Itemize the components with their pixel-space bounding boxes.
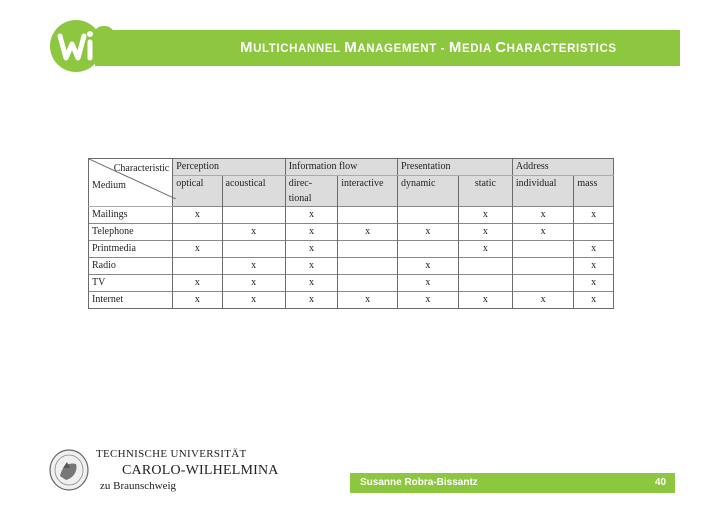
mark-cell: x bbox=[398, 258, 459, 275]
mark-cell: x bbox=[574, 258, 614, 275]
mark-cell: x bbox=[512, 207, 573, 224]
mark-cell: x bbox=[222, 275, 285, 292]
university-seal bbox=[48, 448, 90, 492]
medium-cell: TV bbox=[89, 275, 173, 292]
mark-cell: x bbox=[285, 207, 338, 224]
mark-cell bbox=[338, 258, 398, 275]
subheader-cell: direc- tional bbox=[285, 176, 338, 207]
mark-cell: x bbox=[173, 275, 222, 292]
mark-cell bbox=[458, 258, 512, 275]
table-row bbox=[89, 207, 614, 224]
mark-cell bbox=[222, 241, 285, 258]
title-segment: M bbox=[240, 39, 254, 56]
mark-cell bbox=[398, 241, 459, 258]
table-row bbox=[89, 224, 614, 241]
subheader-cell: individual bbox=[512, 176, 573, 207]
mark-cell: x bbox=[398, 224, 459, 241]
university-name-line2: CAROLO-WILHELMINA bbox=[122, 463, 279, 478]
title-segment: M bbox=[344, 39, 358, 56]
table-row bbox=[89, 258, 614, 275]
mark-cell bbox=[338, 241, 398, 258]
mark-cell: x bbox=[338, 224, 398, 241]
title-segment: ULTICHANNEL bbox=[253, 43, 345, 55]
mark-cell: x bbox=[458, 207, 512, 224]
mark-cell: x bbox=[285, 292, 338, 309]
corner-cell bbox=[89, 159, 173, 207]
mark-cell: x bbox=[512, 224, 573, 241]
medium-cell: Mailings bbox=[89, 207, 173, 224]
table-row bbox=[89, 275, 614, 292]
subheader-cell: interactive bbox=[338, 176, 398, 207]
mark-cell bbox=[398, 207, 459, 224]
mark-cell bbox=[574, 224, 614, 241]
mark-cell bbox=[458, 275, 512, 292]
mark-cell: x bbox=[222, 292, 285, 309]
mark-cell bbox=[512, 258, 573, 275]
mark-cell bbox=[222, 207, 285, 224]
mark-cell bbox=[338, 275, 398, 292]
title-segment: M bbox=[448, 39, 462, 56]
subheader-cell: optical bbox=[173, 176, 222, 207]
mark-cell: x bbox=[574, 292, 614, 309]
table-row bbox=[89, 241, 614, 258]
subheader-cell: acoustical bbox=[222, 176, 285, 207]
medium-label: Medium bbox=[92, 180, 126, 191]
mark-cell: x bbox=[458, 224, 512, 241]
author-name: Susanne Robra-Bissantz bbox=[360, 477, 478, 488]
mark-cell: x bbox=[338, 292, 398, 309]
university-name-line1: TECHNISCHE UNIVERSITÄT bbox=[96, 448, 247, 460]
group-header: Address bbox=[512, 159, 613, 176]
group-header: Information flow bbox=[285, 159, 397, 176]
mark-cell: x bbox=[285, 224, 338, 241]
medium-cell: Telephone bbox=[89, 224, 173, 241]
title-segment: HARACTERISTICS bbox=[506, 43, 617, 55]
title-segment: EDIA bbox=[461, 43, 496, 55]
university-name-line3: zu Braunschweig bbox=[100, 480, 177, 492]
mark-cell: x bbox=[398, 292, 459, 309]
mark-cell: x bbox=[574, 241, 614, 258]
mark-cell: x bbox=[285, 241, 338, 258]
group-header: Presentation bbox=[398, 159, 513, 176]
medium-cell: Radio bbox=[89, 258, 173, 275]
mark-cell: x bbox=[173, 207, 222, 224]
mark-cell: x bbox=[398, 275, 459, 292]
mark-cell: x bbox=[173, 241, 222, 258]
mark-cell bbox=[338, 207, 398, 224]
mark-cell: x bbox=[512, 292, 573, 309]
group-header: Perception bbox=[173, 159, 285, 176]
mark-cell bbox=[512, 275, 573, 292]
mark-cell: x bbox=[222, 224, 285, 241]
subheader-cell: static bbox=[458, 176, 512, 207]
title-segment: C bbox=[495, 39, 507, 56]
page-number: 40 bbox=[655, 477, 667, 488]
title-segment: ANAGEMENT - bbox=[357, 43, 449, 55]
mark-cell bbox=[512, 241, 573, 258]
mark-cell: x bbox=[458, 292, 512, 309]
mark-cell: x bbox=[458, 241, 512, 258]
mark-cell: x bbox=[574, 207, 614, 224]
subheader-cell: mass bbox=[574, 176, 614, 207]
medium-cell: Printmedia bbox=[89, 241, 173, 258]
page-title bbox=[240, 39, 617, 56]
wi2-logo bbox=[50, 20, 138, 72]
mark-cell: x bbox=[222, 258, 285, 275]
mark-cell: x bbox=[285, 275, 338, 292]
characteristic-label: Characteristic bbox=[113, 163, 170, 174]
mark-cell bbox=[173, 224, 222, 241]
subheader-cell: dynamic bbox=[398, 176, 459, 207]
table-row bbox=[89, 292, 614, 309]
mark-cell: x bbox=[285, 258, 338, 275]
mark-cell: x bbox=[173, 292, 222, 309]
media-characteristics-table bbox=[88, 158, 614, 309]
mark-cell bbox=[173, 258, 222, 275]
mark-cell: x bbox=[574, 275, 614, 292]
medium-cell: Internet bbox=[89, 292, 173, 309]
